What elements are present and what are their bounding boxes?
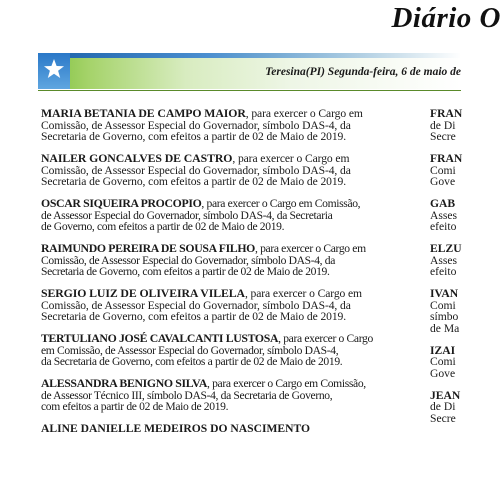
list-item: IZAI Comi Gove <box>430 343 456 380</box>
left-column <box>41 106 415 435</box>
list-item: ELZU Asses efeito <box>430 242 462 278</box>
list-item: FRAN de Di Secre <box>430 107 463 143</box>
dateline: Teresina(PI) Segunda-feira, 6 de maio de <box>265 66 461 78</box>
list-item: IVAN Comi símbo de Ma <box>430 287 460 335</box>
appointee-name: OSCAR SIQUEIRA PROCOPIO <box>41 196 202 210</box>
appointee-name: IZAI <box>430 343 456 357</box>
appointee-name: MARIA BETANIA DE CAMPO MAIOR <box>41 106 246 120</box>
appointee-name: RAIMUNDO PEREIRA DE SOUSA FILHO <box>41 241 255 255</box>
star-icon <box>42 57 66 81</box>
list-item: GAB Asses efeito <box>430 197 458 233</box>
appointee-name: SERGIO LUIZ DE OLIVEIRA VILELA <box>41 286 245 300</box>
appointee-name: ALESSANDRA BENIGNO SILVA <box>41 376 207 390</box>
appointee-name: GAB <box>430 197 456 210</box>
masthead-title: Diário O <box>391 2 501 34</box>
star-box <box>38 53 70 89</box>
list-item: FRAN Comi Gove <box>430 152 463 188</box>
banner-rule <box>38 90 461 91</box>
list-item: MARIA BETANIA DE CAMPO MAIOR, para exercer o Cargo em Comissão, de Assessor Especial do Governador, símbolo DAS-4, da Secretaria de Governo, com efeitos a partir de 02 de Maio de 2019. <box>41 106 363 143</box>
list-item: NAILER GONCALVES DE CASTRO, para exercer o Cargo em Comissão, de Assessor Especial do Governador, símbolo DAS-4, da Secretaria de Governo, com efeitos a partir de 02 de Maio de 2019. <box>41 151 351 188</box>
list-item: RAIMUNDO PEREIRA DE SOUSA FILHO, para exercer o Cargo em Comissão, de Assessor Especial do Governador, símbolo DAS-4, da Secretaria de Governo, com efeitos a partir de 02 de Maio de 2019. <box>41 241 366 278</box>
list-item: JEAN de Di Secre <box>430 388 461 425</box>
appointee-name: NAILER GONCALVES DE CASTRO <box>41 151 233 165</box>
list-item: SERGIO LUIZ DE OLIVEIRA VILELA, para exercer o Cargo em Comissão, de Assessor Especial do Governador, símbolo DAS-4, da Secretaria de Governo, com efeitos a partir de 02 de Maio de 2019. <box>41 286 362 323</box>
masthead <box>0 0 501 48</box>
appointee-name: JEAN <box>430 388 461 402</box>
appointee-name: FRAN <box>430 107 463 120</box>
appointee-name: ELZU <box>430 242 462 255</box>
appointee-name: TERTULIANO JOSÉ CAVALCANTI LUSTOSA <box>41 331 279 345</box>
list-item: TERTULIANO JOSÉ CAVALCANTI LUSTOSA, para exercer o Cargo em Comissão, de Assessor Especial do Governador, símbolo DAS-4, da Secretaria de Governo, com efeitos a partir de 02 de Maio de 2019. <box>41 331 373 368</box>
appointee-name: FRAN <box>430 152 463 165</box>
banner-stripe <box>38 53 461 58</box>
appointee-name: IVAN <box>430 287 459 300</box>
list-item: ALESSANDRA BENIGNO SILVA, para exercer o Cargo em Comissão, de Assessor Técnico III, símbolo DAS-4, da Secretaria de Governo, com efeitos a partir de 02 de Maio de 2019. <box>41 376 366 413</box>
list-item: OSCAR SIQUEIRA PROCOPIO, para exercer o Cargo em Comissão, de Assessor Especial do Governador, símbolo DAS-4, da Secretaria de Governo, com efeitos a partir de 02 de Maio de 2019. <box>41 196 361 233</box>
right-column <box>430 108 490 435</box>
partial-entry: ALINE DANIELLE MEDEIROS DO NASCIMENTO <box>41 422 311 435</box>
